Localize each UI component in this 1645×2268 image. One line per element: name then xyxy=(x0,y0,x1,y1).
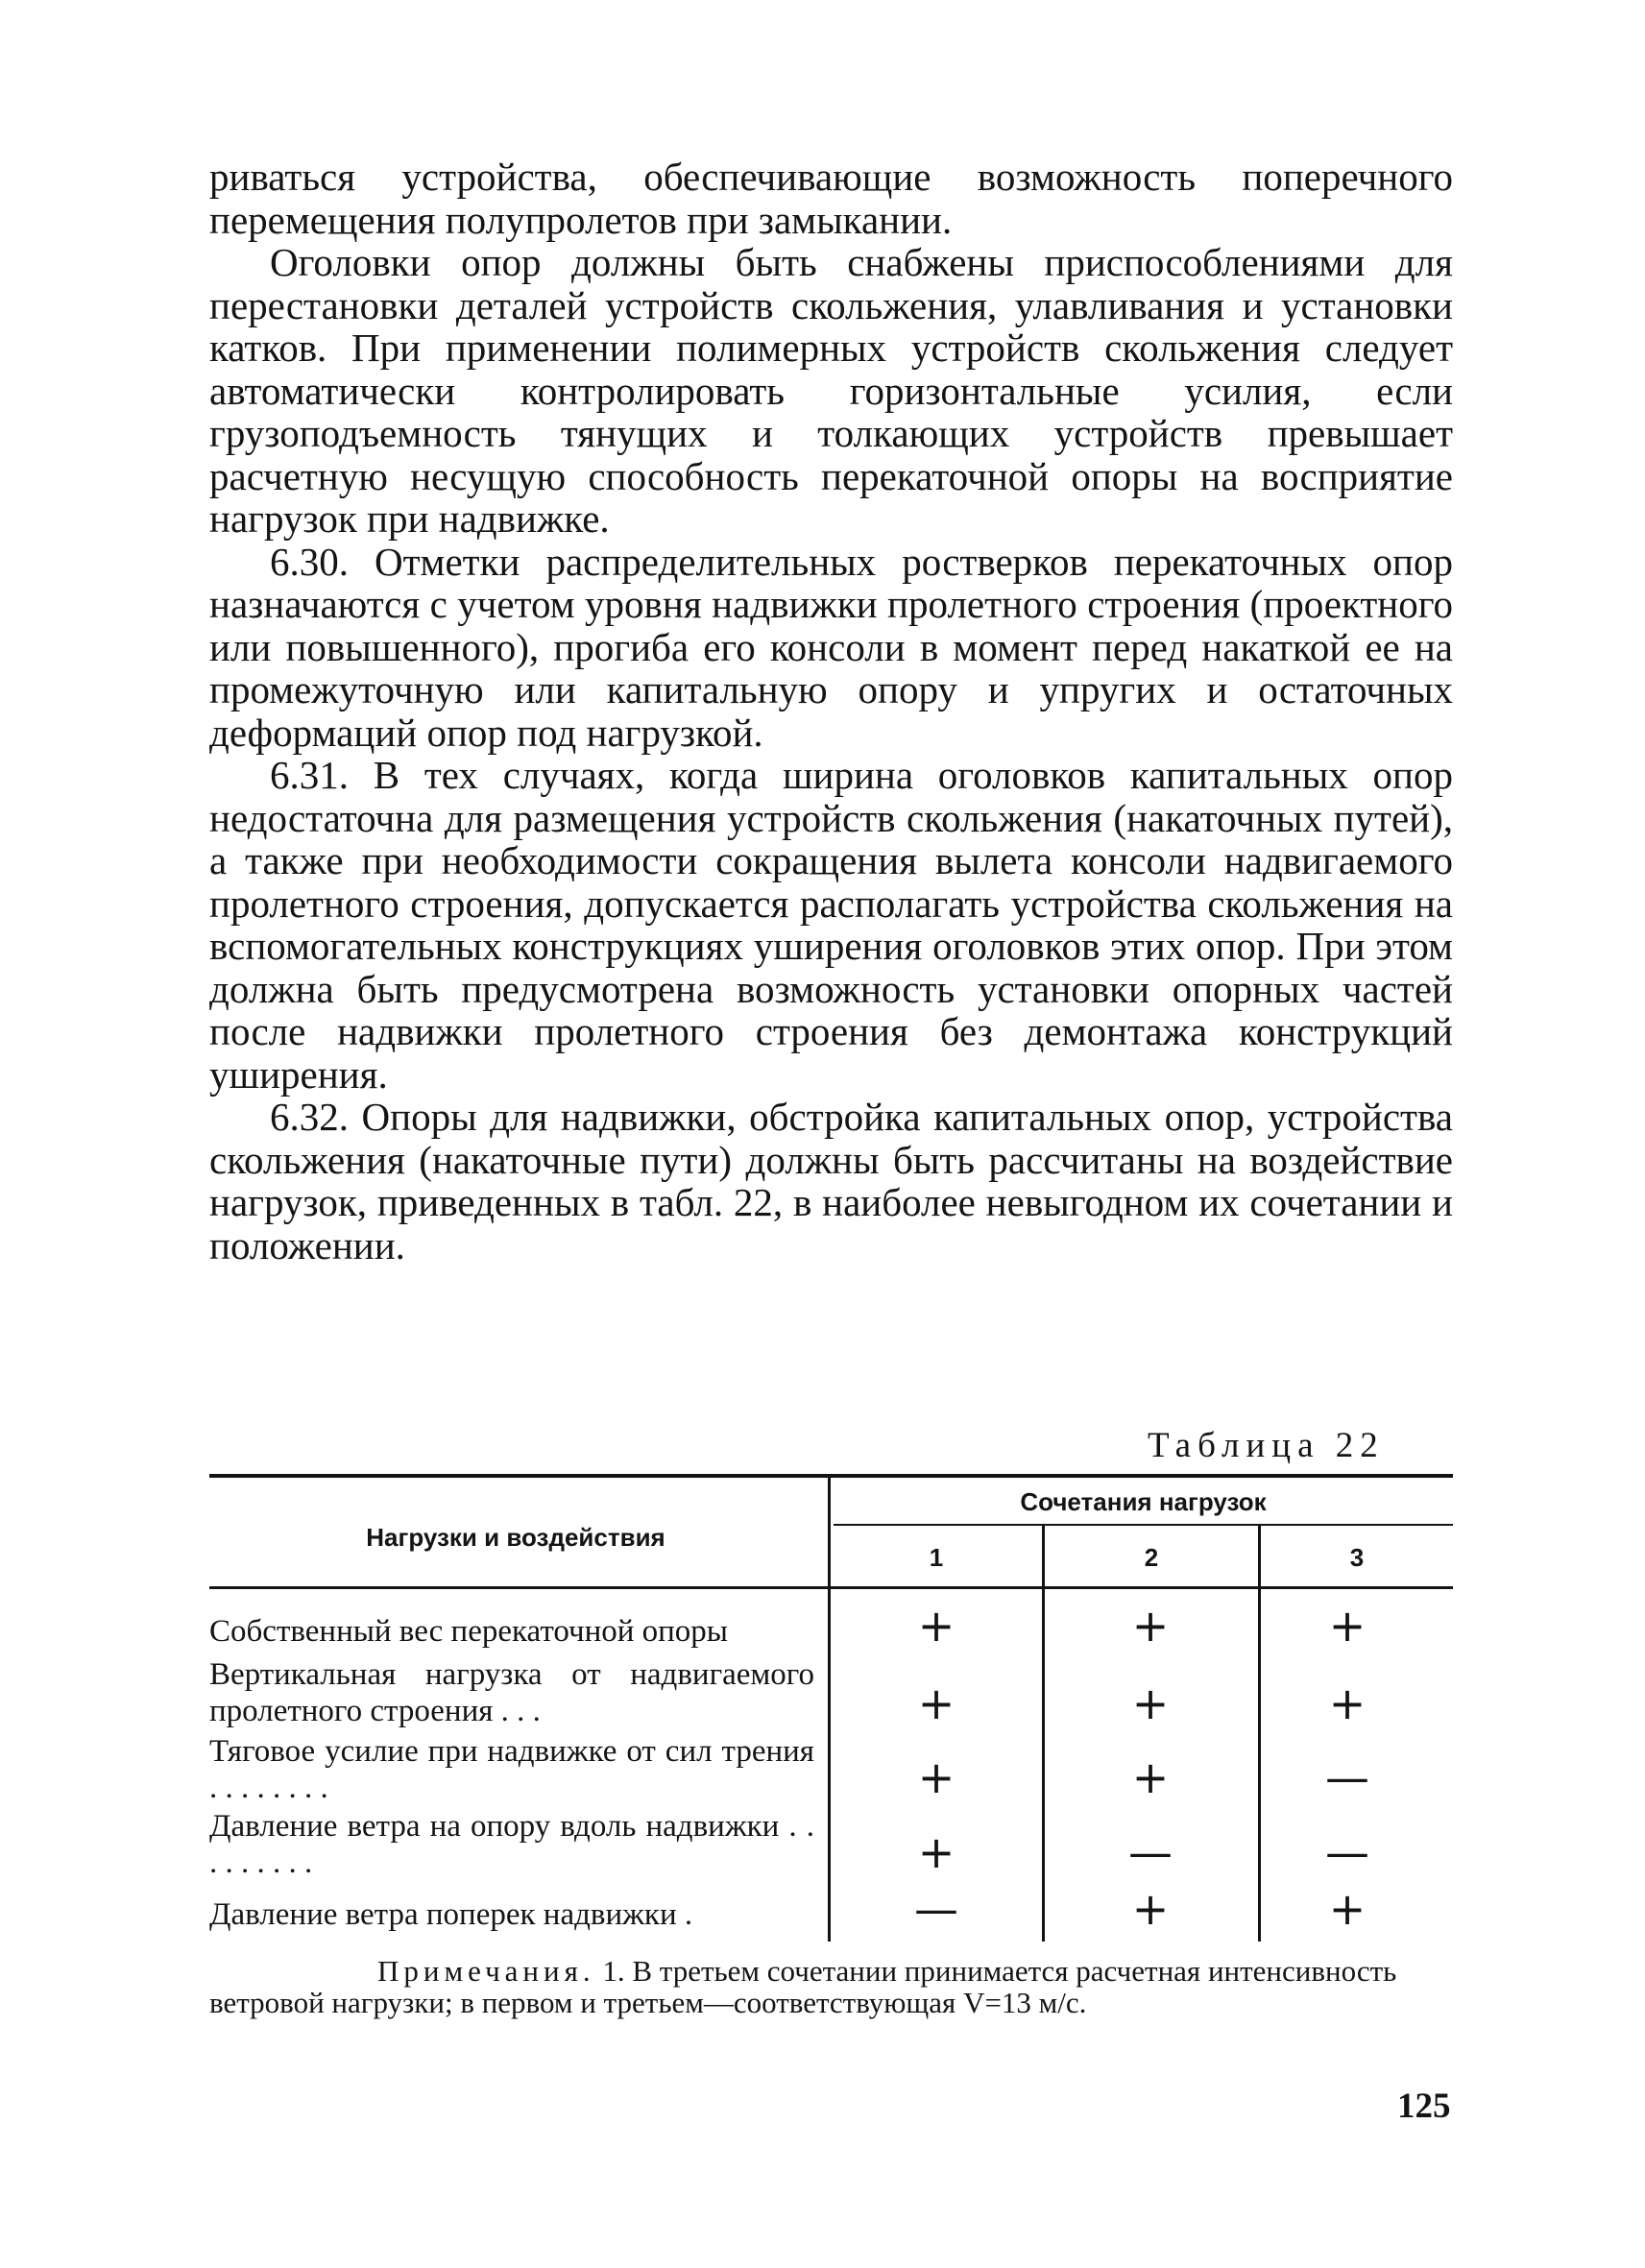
table-cell-mark: + xyxy=(1131,1883,1170,1935)
table-cell-mark: + xyxy=(1328,1883,1367,1935)
table-header-bottom-rule xyxy=(209,1586,1453,1589)
table-row-label: Давление ветра на опору вдоль надвижки . . . . . . . . . xyxy=(209,1809,814,1880)
table-cell-mark: — xyxy=(1325,1751,1369,1803)
table-cell-mark: + xyxy=(1328,1677,1367,1729)
page-number: 125 xyxy=(1397,2087,1451,2126)
column-divider-3 xyxy=(1258,1526,1261,1942)
table-cell-mark: + xyxy=(917,1677,956,1729)
notes-text: 1. В третьем сочетании принимается расчетная интенсивность ветровой нагрузки; в первом и третьем—соответствующая V=13 м/с. xyxy=(209,1954,1397,2019)
paragraph-6-31: 6.31. В тех случаях, когда ширина оголовков капитальных опор недостаточна для размещения устройств скольжения (накаточных путей), а также при необходимости сокращения вылета консоли надвигаемого пролетного строения, допускается располагать устройства скольжения на вспомогательных конструкциях уширения оголовков этих опор. При этом должна быть предусмотрена возможность установки опорных частей после надвижки пролетного строения без демонтажа конструкций уширения. xyxy=(209,753,1453,1097)
table-cell-mark: + xyxy=(917,1826,956,1878)
table-row-label: Собственный вес перекаточной опоры xyxy=(209,1614,728,1649)
table-cell-mark: + xyxy=(917,1751,956,1803)
paragraph-6-30: 6.30. Отметки распределительных ростверков перекаточных опор назначаются с учетом уровня надвижки пролетного строения (проектного или повышенного), прогиба его консоли в момент перед накаткой ее на промежуточную или капитальную опору и упругих и остаточных деформаций опор под нагрузкой. xyxy=(209,539,1453,755)
notes-label: Примечания. xyxy=(377,1954,595,1988)
paragraph-6-32: 6.32. Опоры для надвижки, обстройка капитальных опор, устройства скольжения (накаточные пути) должны быть рассчитаны на воздействие нагрузок, приведенных в табл. 22, в наиболее невыгодном их сочетании и положении. xyxy=(209,1095,1453,1267)
table-notes xyxy=(209,1955,1453,2018)
combo-subheader-rule xyxy=(834,1524,1453,1526)
body-text xyxy=(209,156,1453,1267)
header-combo-3: 3 xyxy=(1349,1543,1365,1572)
column-divider-2 xyxy=(1042,1526,1045,1942)
header-loads: Нагрузки и воздействия xyxy=(366,1523,665,1552)
table-cell-mark: + xyxy=(917,1600,956,1652)
paragraph: риваться устройства, обеспечивающие возможность поперечного перемещения полупролетов при замыкании. xyxy=(209,155,1453,242)
paragraph: Оголовки опор должны быть снабжены приспособлениями для перестановки деталей устройств скольжения, улавливания и установки катков. При применении полимерных устройств скольжения следует автоматически контролировать горизонтальные усилия, если грузоподъемность тянущих и толкающих устройств превышает расчетную несущую способность перекаточной опоры на восприятие нагрузок при надвижке. xyxy=(209,240,1453,541)
table-cell-mark: — xyxy=(1128,1826,1173,1878)
table-top-rule xyxy=(209,1474,1453,1478)
table-caption: Таблица 22 xyxy=(1148,1426,1385,1465)
table-cell-mark: + xyxy=(1131,1600,1170,1652)
table-cell-mark: — xyxy=(1325,1826,1369,1878)
table-cell-mark: + xyxy=(1328,1600,1367,1652)
table-row-label: Давление ветра поперек надвижки . xyxy=(209,1897,693,1932)
header-combo-2: 2 xyxy=(1144,1543,1159,1572)
table-row-label: Тяговое усилие при надвижке от сил трения . . . . . . . . xyxy=(209,1734,814,1805)
table-row-label: Вертикальная нагрузка от надвигаемого пролетного строения . . . xyxy=(209,1657,814,1728)
table-cell-mark: + xyxy=(1131,1677,1170,1729)
table-cell-mark: + xyxy=(1131,1751,1170,1803)
header-combo-1: 1 xyxy=(929,1543,944,1572)
table-cell-mark: — xyxy=(914,1883,958,1935)
header-combinations: Сочетания нагрузок xyxy=(1020,1487,1267,1516)
